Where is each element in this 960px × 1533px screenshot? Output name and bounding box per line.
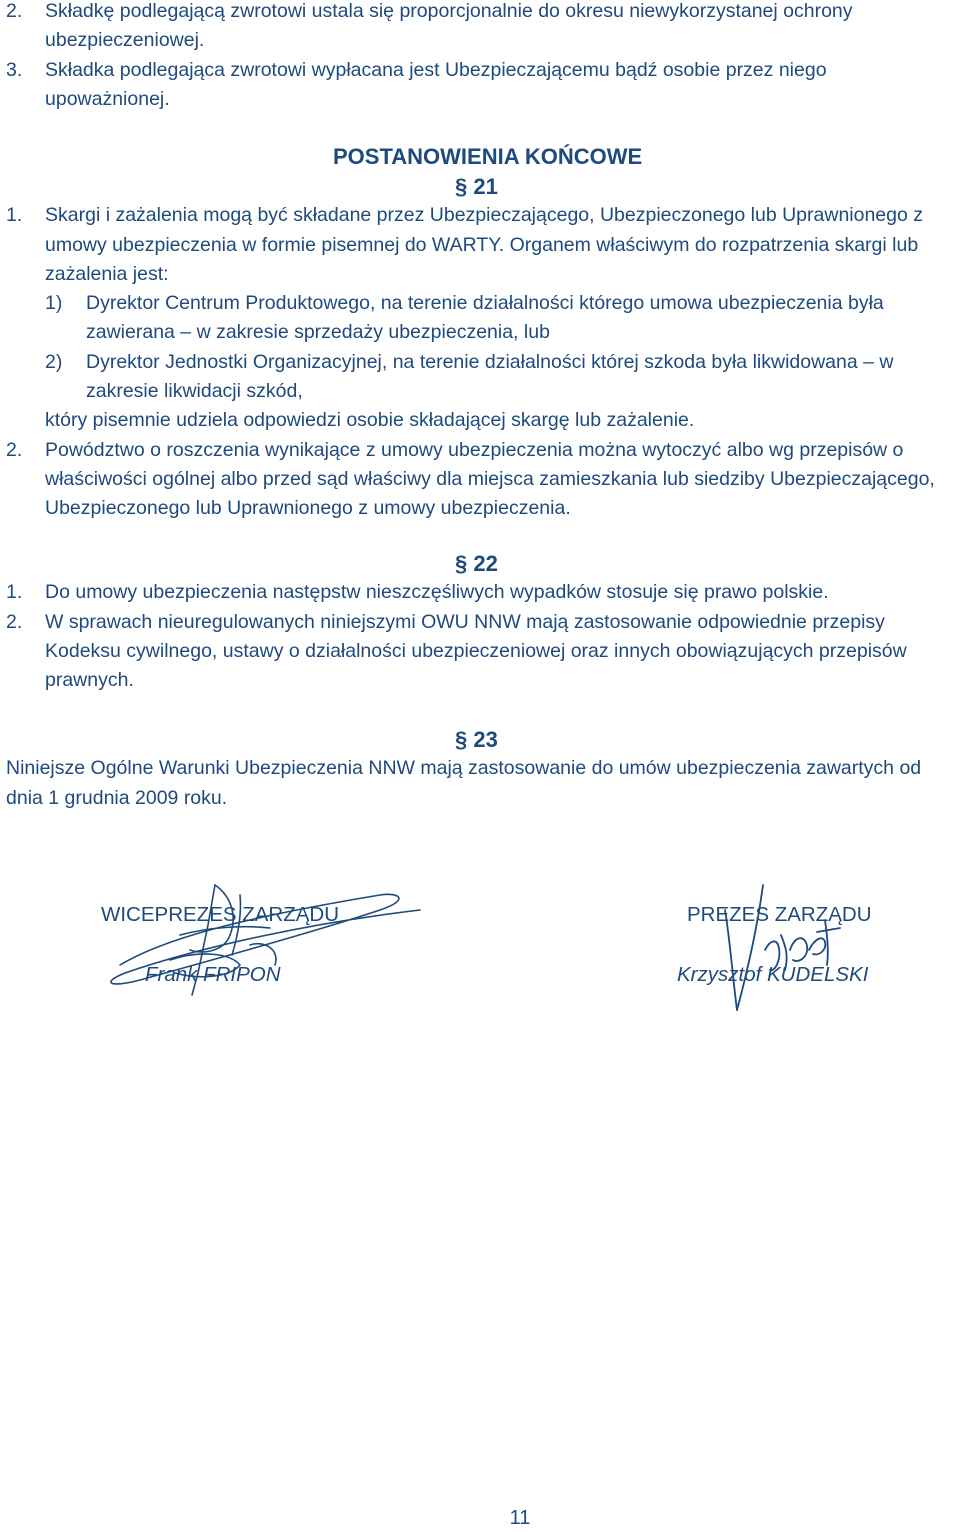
- paragraph-23: [0, 725, 960, 813]
- subitem-text: Dyrektor Jednostki Organizacyjnej, na terenie działalności której szkoda była likwidowana – w zakresie likwidacji szkód,: [86, 350, 894, 403]
- sublist-item: [45, 348, 951, 407]
- item-number: 1.: [6, 204, 23, 227]
- item-outro: który pisemnie udziela odpowiedzi osobie składającej skargę lub zażalenie.: [45, 409, 695, 432]
- list-item: [0, 56, 951, 115]
- item-number: 2.: [6, 610, 23, 633]
- item-number: 3.: [6, 58, 23, 81]
- subitem-number: 1): [45, 292, 63, 315]
- item-text: Skargi i zażalenia mogą być składane przez Ubezpieczającego, Ubezpieczonego lub Uprawnionego z umowy ubezpieczenia w formie pisemnej do WARTY. Organem właściwym do rozpatrzenia skargi lub zażalenia jest:: [45, 204, 924, 285]
- paragraph-title: § 21: [455, 174, 498, 199]
- item-number: 1.: [6, 581, 23, 604]
- item-number: 2.: [6, 0, 23, 22]
- left-signature-image: [80, 855, 440, 1015]
- paragraph-22: [0, 549, 960, 695]
- section-title: POSTANOWIENIA KOŃCOWE: [333, 144, 643, 169]
- list-item: [0, 578, 951, 607]
- item-text: Składkę podlegającą zwrotowi ustala się proporcjonalnie do okresu niewykorzystanej ochrony ubezpieczeniowej.: [45, 0, 853, 52]
- right-signature-image: [715, 880, 865, 1020]
- paragraph-title: § 23: [455, 727, 498, 752]
- list-item: [0, 608, 951, 696]
- item-number: 2.: [6, 438, 23, 461]
- subitem-number: 2): [45, 350, 63, 373]
- list-item: [0, 436, 951, 524]
- list-item: [0, 201, 951, 289]
- right-signatory-role: PREZES ZARZĄDU: [687, 903, 872, 926]
- paragraph-text: Niniejsze Ogólne Warunki Ubezpieczenia NNW mają zastosowanie do umów ubezpieczenia zawartych od dnia 1 grudnia 2009 roku.: [6, 757, 922, 809]
- subitem-text: Dyrektor Centrum Produktowego, na terenie działalności którego umowa ubezpieczenia była zawierana – w zakresie sprzedaży ubezpieczenia, lub: [86, 292, 884, 344]
- sublist: [0, 289, 951, 435]
- section-title-wrap: [0, 142, 960, 171]
- top-items: [0, 0, 951, 114]
- sublist-item: [45, 289, 951, 348]
- item-text: Do umowy ubezpieczenia następstw nieszczęśliwych wypadków stosuje się prawo polskie.: [45, 581, 829, 604]
- item-text: W sprawach nieuregulowanych niniejszymi OWU NNW mają zastosowanie odpowiednie przepisy Kodeksu cywilnego, ustawy o działalności ubezpieczeniowej oraz innych obowiązujących przepisów prawnych.: [45, 610, 907, 692]
- left-signatory-role: WICEPREZES ZARZĄDU: [101, 903, 340, 926]
- list-item: [0, 0, 951, 56]
- right-signatory-name: Krzysztof KUDELSKI: [677, 963, 869, 986]
- paragraph-21: [0, 172, 960, 524]
- paragraph-title: § 22: [455, 551, 498, 576]
- page-number: 11: [509, 1507, 531, 1529]
- item-text: Składka podlegająca zwrotowi wypłacana jest Ubezpieczającemu bądź osobie przez niego upoważnionej.: [45, 58, 827, 110]
- left-signatory-name: Frank FRIPON: [145, 963, 281, 986]
- item-text: Powództwo o roszczenia wynikające z umowy ubezpieczenia można wytoczyć albo wg przepisów o właściwości ogólnej albo przed sąd właściwy dla miejsca zamieszkania lub siedziby Ubezpieczającego, Ubezpieczonego lub Uprawnionego z umowy ubezpieczenia.: [45, 438, 935, 520]
